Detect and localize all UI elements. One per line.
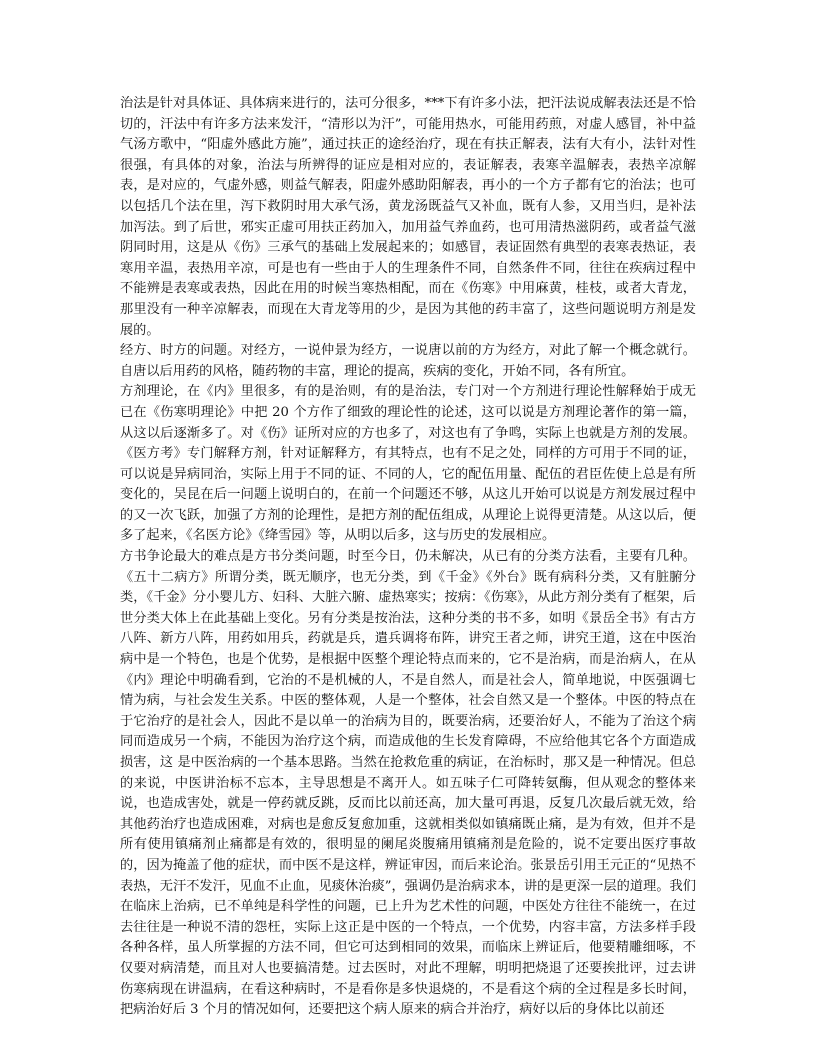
paragraph-treatment-methods: 治法是针对具体证、具体病来进行的，法可分很多，***下有许多小法，把汗法说成解表法还是不恰切的，汗法中有许多方法来发汗，“清形以为汗”，可能用热水，可能用药煎，对虚人感冒，补中益气汤方歌中，“阳虚外感此方施”，通过扶正的途经治疗，现在有扶正解表，法有大有小，法针对性很强，有具体的对象，治法与所辨得的证应是相对应的，表证解表，表寒辛温解表，表热辛凉解表，是对应的，气虚外感，则益气解表，阳虚外感助阳解表，再小的一个方子都有它的治法；也可以包括几个法在里，泻下救阴时用大承气汤，黄龙汤既益气又补血，既有人参，又用当归，是补法加泻法。到了后世，邪实正虚可用扶正药加入，加用益气养血药，也可用清热滋阴药，或者益气滋阴同时用，这是从《伤》三承气的基础上发展起来的；如感冒，表证固然有典型的表寒表热证，表寒用辛温，表热用辛凉，可是也有一些由于人的生理条件不同，自然条件不同，往往在疾病过程中不能辨是表寒或表热，因此在用的时候当寒热相配，而在《伤寒》中用麻黄，桂枝，或者大青龙，那里没有一种辛凉解表，而现在大青龙等用的少，是因为其他的药丰富了，这些问题说明方剂是发展的。	[120, 96, 696, 338]
paragraph-formula-classification: 方书争论最大的难点是方书分类问题，时至今日，仍未解决，从已有的分类方法看，主要有几种。《五十二病方》所谓分类，既无顺序，也无分类，到《千金》《外台》既有病科分类，又有脏腑分类，《千金》分小婴儿方、妇科、大脏六腑、虚热寒实；按病：《伤寒》，从此方剂分类有了框架，后世分类大体上在此基础上变化。另有分类是按治法，这种分类的书不多，如明《景岳全书》有古方八阵、新方八阵，用药如用兵，药就是兵，遣兵调将布阵，讲究王者之师，讲究王道，这在中医治病中是一个特色，也是个优势，是根据中医整个理论特点而来的，它不是治病，而是治病人，在从《内》理论中明确看到，它治的不是机械的人，不是自然人，而是社会人，简单地说，中医强调七情为病，与社会发生关系。中医的整体观，人是一个整体，社会自然又是一个整体。中医的特点在于它治疗的是社会人，因此不是以单一的治病为目的，既要治病，还要治好人，不能为了治这个病同而造成另一个病，不能因为治疗这个病，而造成他的生长发育障碍，不应给他其它各个方面造成损害，这 是中医治病的一个基本思路。当然在抢救危重的病证，在治标时，那又是一种情况。但总的来说，中医讲治标不忘本，主导思想是不离开人。如五味子仁可降转氨酶，但从观念的整体来说，也造成害处，就是一停药就反跳，反而比以前还高，加大量可再退，反复几次最后就无效，给其他药治疗也造成困难，对病也是愈反复愈加重，这就相类似如镇痛既止痛，是为有效，但并不是所有使用镇痛剂止痛都是有效的，很明显的阑尾炎腹痛用镇痛剂是危险的，说不定要出医疗事故的，因为掩盖了他的症状，而中医不是这样，辨证审因，而后来论治。张景岳引用王元正的“见热不表热，无汗不发汗，见血不止血，见痰休治痰”，强调仍是治病求本，讲的是更深一层的道理。我们在临床上治病，已不单纯是科学性的问题，已上升为艺术性的问题，中医处方往往不能统一，在过去往往是一种说不清的怨枉，实际上这正是中医的一个特点，一个优势，内容丰富，方法多样手段各种各样，虽人所掌握的方法不同，但它可达到相同的效果，而临床上辨证后，他要精雕细啄，不仅要对病清楚，而且对人也要搞清楚。过去医时，对此不理解，明明把烧退了还要挨批评，过去讲伤寒病现在讲温病，在看这种病时，不是看你是多快退烧的，不是看这个病的全过程是多长时间，把病治好后 3 个月的情况如何，还要把这个病人原来的病合并治疗，病好以后的身体比以前还	[120, 549, 696, 1018]
document-page	[120, 94, 696, 1021]
paragraph-formula-theory: 方剂理论，在《内》里很多，有的是治则，有的是治法，专门对一个方剂进行理论性解释始于成无已在《伤寒明理论》中把 20 个方作了细致的理论性的论述，这可以说是方剂理论著作的第一篇，从这以后逐渐多了。对《伤》证所对应的方也多了，对这也有了争鸣，实际上也就是方剂的发展。《医方考》专门解释方剂，针对证解释方，有其特点，也有不足之处，同样的方可用于不同的证，可以说是异病同治，实际上用于不同的证、不同的人，它的配伍用量、配伍的君臣佐使上总是有所变化的，吴昆在后一问题上说明白的，在前一个问题还不够，从这儿开始可以说是方剂发展过程中的又一次飞跃，加强了方剂的论理性，是把方剂的配伍组成，从理论上说得更清楚。从这以后，便多了起来，《名医方论》《绛雪园》等，从明以后多，这与历史的发展相应。	[120, 384, 696, 544]
paragraph-classical-formulas: 经方、时方的问题。对经方，一说仲景为经方，一说唐以前的方为经方，对此了解一个概念就行。自唐以后用药的风格，随药物的丰富，理论的提高，疾病的变化，开始不同，各有所宜。	[120, 343, 696, 379]
